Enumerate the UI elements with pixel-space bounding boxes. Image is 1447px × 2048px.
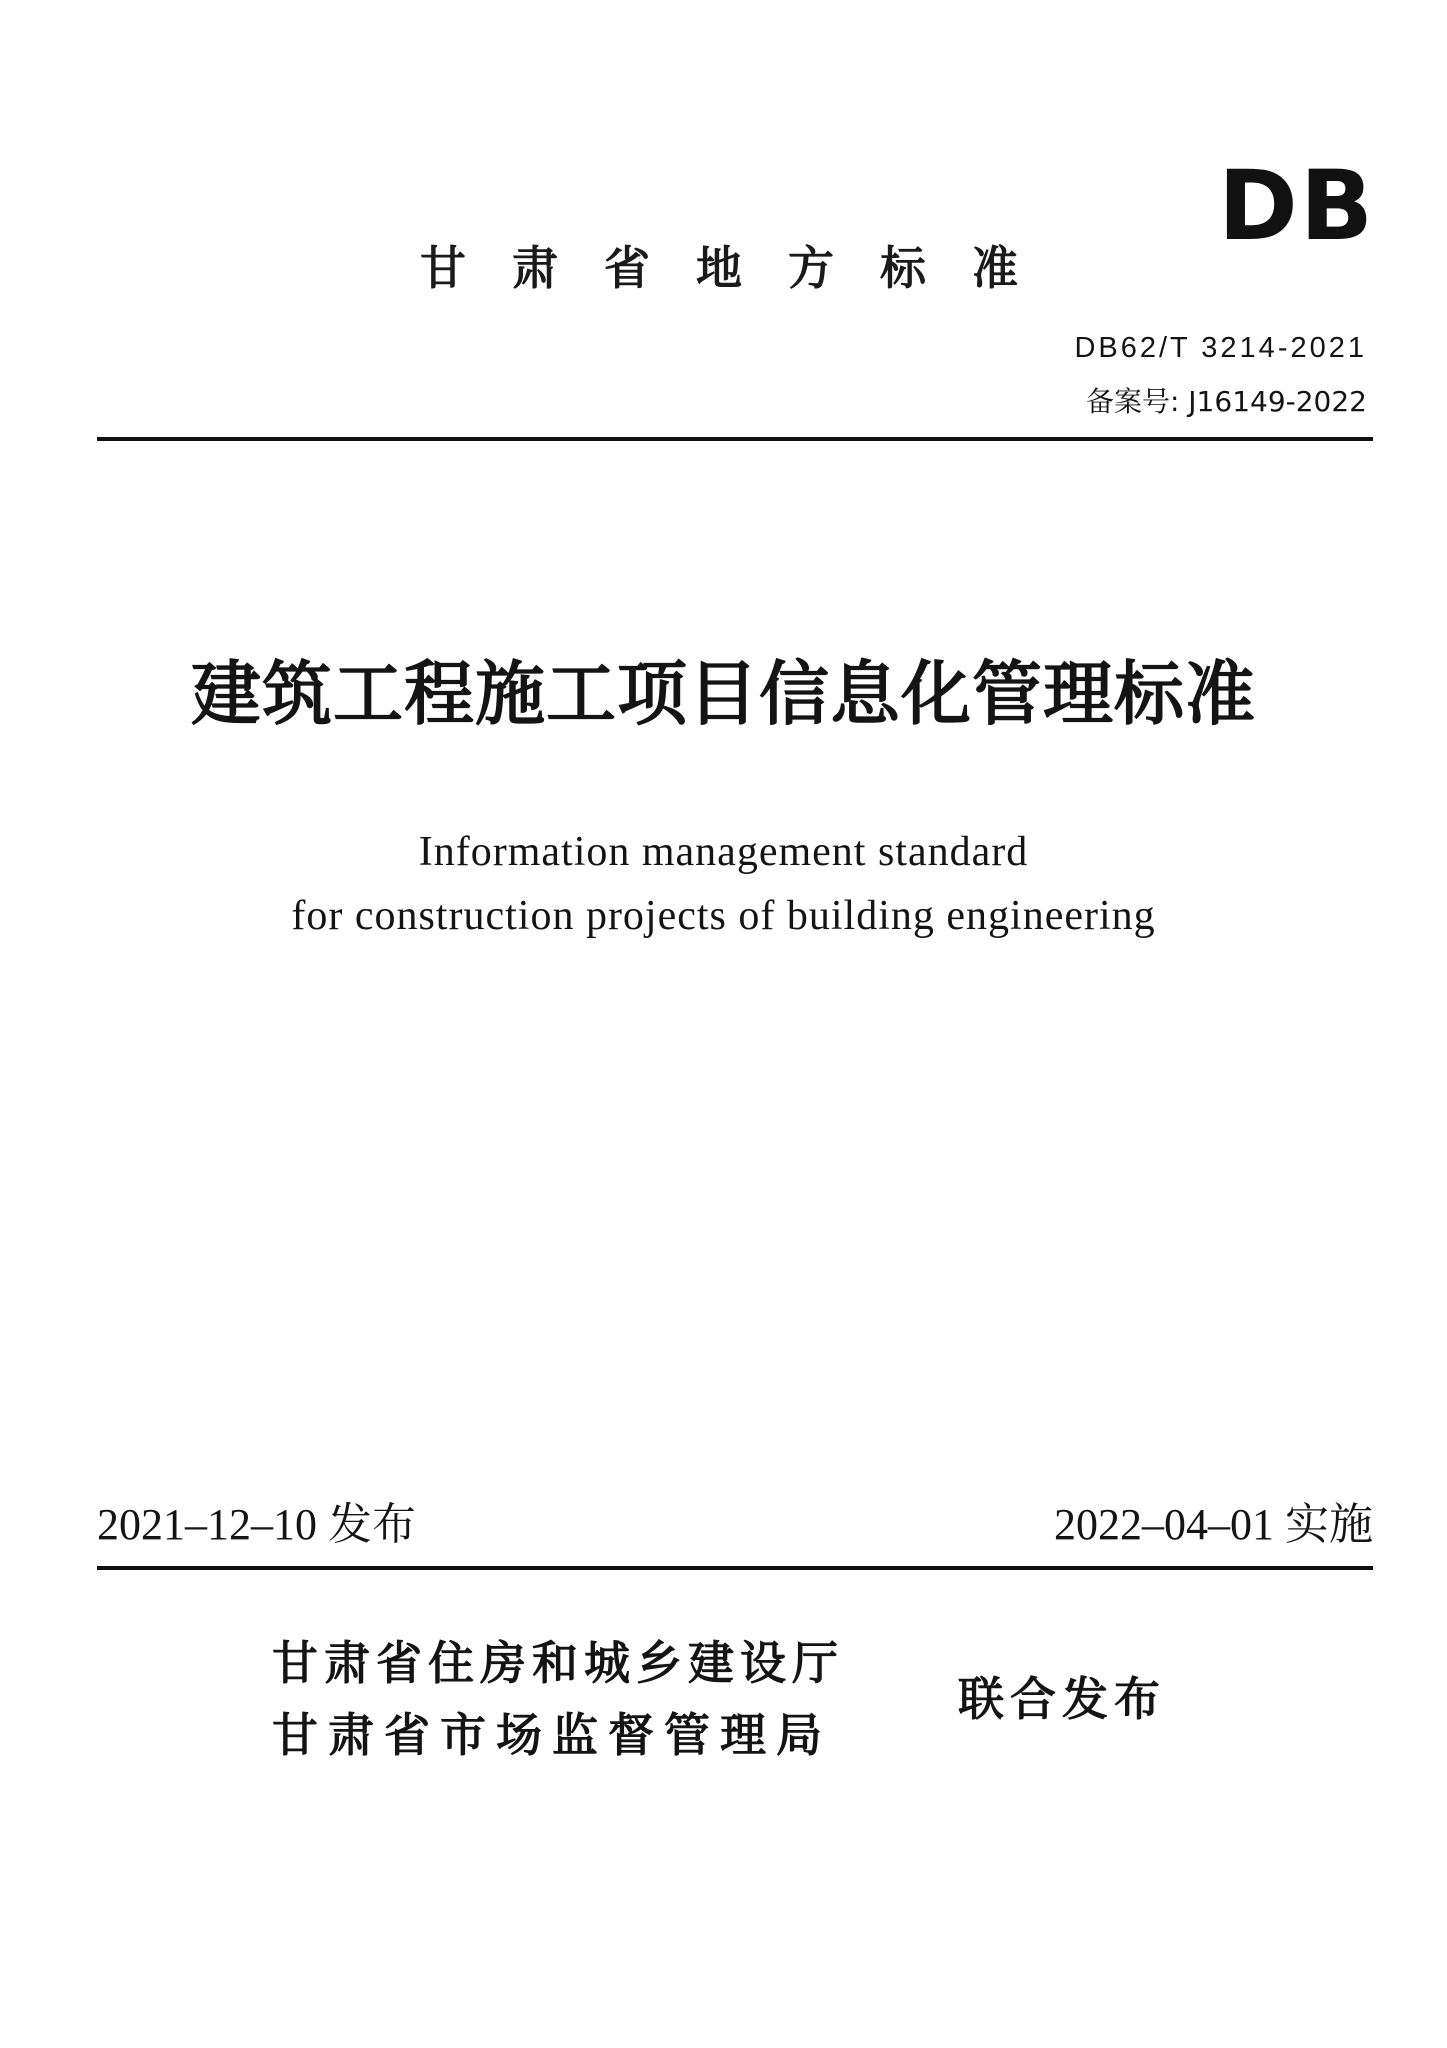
title-english-line-2: for construction projects of building engineering: [291, 893, 1156, 939]
issuer-housing-department: 甘肃省住房和城乡建设厅: [272, 1636, 844, 1690]
bottom-divider: [97, 1566, 1373, 1570]
title-chinese: 建筑工程施工项目信息化管理标准: [191, 652, 1256, 735]
issuer-market-regulation-bureau: 甘肃省市场监督管理局: [272, 1708, 832, 1762]
standard-number: DB62/T 3214-2021: [1074, 332, 1367, 364]
record-number: 备案号: J16149-2022: [1085, 385, 1367, 418]
joint-release-label: 联合发布: [958, 1672, 1166, 1726]
issue-date: 2021–12–10 发布: [97, 1500, 416, 1549]
top-divider: [97, 437, 1373, 441]
db-mark: DB: [1218, 150, 1375, 262]
effective-date: 2022–04–01 实施: [1054, 1500, 1373, 1549]
standard-type-heading: 甘肃省地方标准: [420, 241, 1064, 295]
title-english-line-1: Information management standard: [418, 829, 1029, 875]
